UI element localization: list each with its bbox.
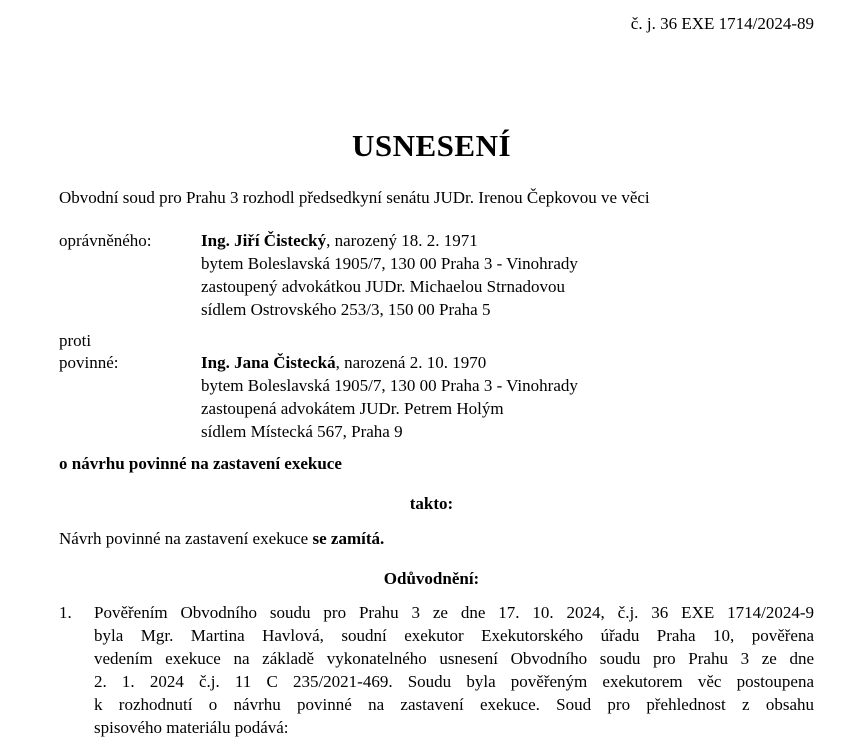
reasoning-item-1: [59, 601, 814, 739]
obliged-label: povinné:: [59, 353, 119, 372]
reasoning-line: Pověřením Obvodního soudu pro Prahu 3 ze dne 17. 10. 2024, č.j. 36 EXE 1714/2024-9: [94, 603, 814, 622]
reasoning-line: byla Mgr. Martina Havlová, soudní exekutor Exekutorského úřadu Praha 10, pověřena: [94, 626, 814, 645]
obliged-birth: , narozená 2. 10. 1970: [335, 353, 487, 372]
verdict-heading: takto:: [409, 494, 454, 513]
reasoning-heading: Odůvodnění:: [383, 569, 480, 588]
obliged-name: Ing. Jana Čistecká: [201, 353, 336, 372]
entitled-address: bytem Boleslavská 1905/7, 130 00 Praha 3 - Vinohrady: [201, 254, 578, 273]
entitled-party-block: [201, 229, 578, 321]
reasoning-number: 1.: [59, 603, 72, 622]
subject-line: o návrhu povinné na zastavení exekuce: [59, 454, 342, 473]
entitled-seat: sídlem Ostrovského 253/3, 150 00 Praha 5: [201, 300, 491, 319]
obliged-name-line: [201, 351, 578, 374]
reasoning-line: k rozhodnutí o návrhu povinné na zastavení exekuce. Soud pro přehlednost z obsahu: [94, 695, 814, 714]
entitled-birth: , narozený 18. 2. 1971: [326, 231, 478, 250]
reasoning-line: vedením exekuce na základě vykonatelného usnesení Obvodního soudu pro Prahu 3 ze dne: [94, 649, 814, 668]
document-title: USNESENÍ: [351, 128, 512, 163]
verdict-paragraph: [59, 527, 384, 550]
obliged-address: bytem Boleslavská 1905/7, 130 00 Praha 3 - Vinohrady: [201, 376, 578, 395]
entitled-name-line: [201, 229, 578, 252]
case-reference: č. j. 36 EXE 1714/2024-89: [630, 14, 814, 33]
entitled-representative: zastoupený advokátkou JUDr. Michaelou Strnadovou: [201, 277, 566, 296]
entitled-label: oprávněného:: [59, 231, 152, 250]
reasoning-text: [94, 601, 814, 739]
against-label: proti: [59, 331, 92, 350]
entitled-name: Ing. Jiří Čistecký: [201, 231, 327, 250]
verdict-decision: se zamítá.: [312, 529, 385, 548]
obliged-seat: sídlem Místecká 567, Praha 9: [201, 422, 403, 441]
verdict-text: Návrh povinné na zastavení exekuce: [59, 529, 313, 548]
reasoning-line: spisového materiálu podává:: [94, 718, 289, 737]
reasoning-line: 2. 1. 2024 č.j. 11 C 235/2021-469. Soudu byla pověřeným exekutorem věc postoupena: [94, 672, 814, 691]
obliged-party-block: [201, 351, 578, 443]
intro-paragraph: Obvodní soud pro Prahu 3 rozhodl předsedkyní senátu JUDr. Irenou Čepkovou ve věci: [59, 188, 650, 207]
obliged-representative: zastoupená advokátem JUDr. Petrem Holým: [201, 399, 504, 418]
